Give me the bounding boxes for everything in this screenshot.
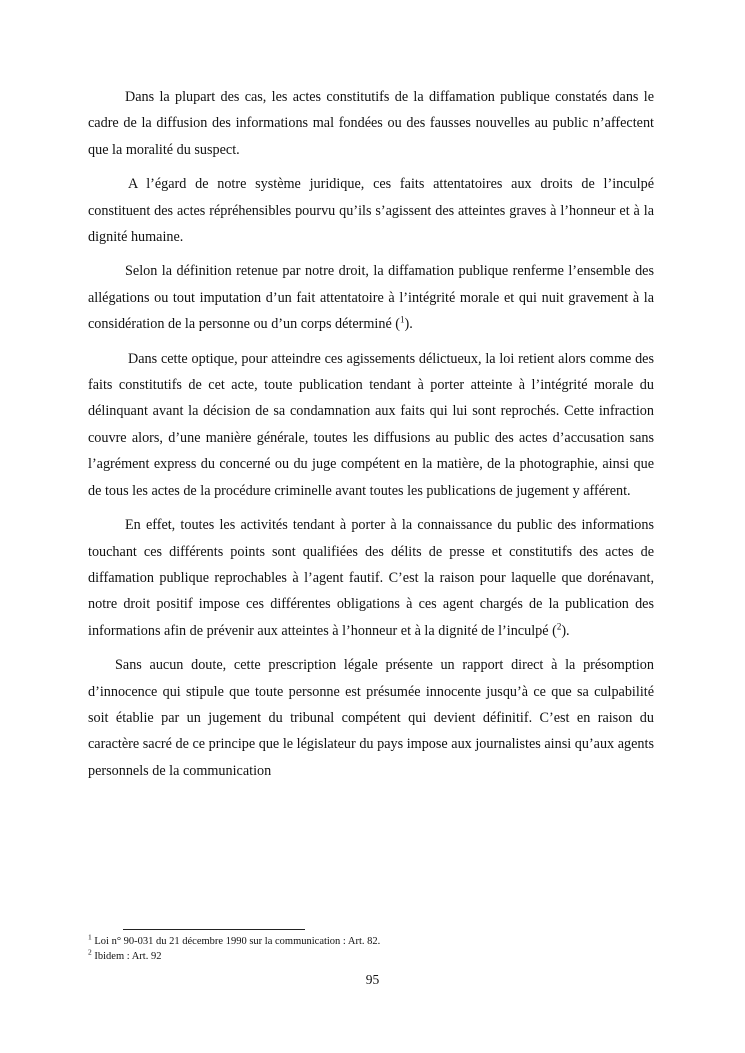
document-body: [88, 84, 654, 792]
paragraph-4-text: Dans cette optique, pour atteindre ces agissements délictueux, la loi retient alors comme des faits constitutifs de cet acte, toute publication tendant à porter atteinte à l’intégrité morale du délinquant avant la décision de sa condamnation aux faits qui lui sont reprochés. Cette infraction couvre alors, d’une manière générale, toutes les diffusions au public des actes d’accusation sans l’agrément express du concerné ou du juge compétent en la matière, de la photographie, ainsi que de tous les actes de la procédure criminelle avant toutes les publications de jugement y afférent.: [88, 350, 654, 499]
footnote-1-number: 1: [88, 932, 92, 942]
paragraph-2: [88, 171, 654, 250]
paragraph-6-text: Sans aucun doute, cette prescription légale présente un rapport direct à la présomption d’innocence qui stipule que toute personne est présumée innocente jusqu’à ce que sa culpabilité soit établie par un jugement du tribunal compétent qui devient définitif. C’est en raison du caractère sacré de ce principe que le législateur du pays impose aux journalistes ainsi qu’aux agents personnels de la communication: [88, 657, 654, 779]
paragraph-5: [88, 512, 654, 644]
paragraph-5-text: En effet, toutes les activités tendant à porter à la connaissance du public des informations touchant ces différents points sont qualifiées des délits de presse et constitutifs des actes de diffamation publique reprochables à l’agent fautif. C’est la raison pour laquelle que dorénavant, notre droit positif impose ces différentes obligations à ces agent chargés de la publication des informations afin de prévenir aux atteintes à l’honneur et à la dignité de l’inculpé (: [88, 517, 654, 639]
paragraph-3-text: Selon la définition retenue par notre droit, la diffamation publique renferme l’ensemble des allégations ou tout imputation d’un fait attentatoire à l’intégrité morale et qui nuit gravement à la considération de la personne ou d’un corps déterminé (: [88, 263, 654, 333]
footnote-separator: [123, 929, 305, 930]
paragraph-1: [88, 84, 654, 163]
footnote-2: [88, 947, 654, 965]
paragraph-1-text: Dans la plupart des cas, les actes constitutifs de la diffamation publique constatés dans le cadre de la diffusion des informations mal fondées ou des fausses nouvelles au public n’affectent que la moralité du suspect.: [88, 89, 654, 158]
paragraph-5-closing: ).: [561, 622, 570, 639]
footnote-reference-1[interactable]: 1: [400, 314, 405, 325]
footnote-1: [88, 932, 654, 950]
footnote-reference-2[interactable]: 2: [556, 620, 562, 631]
paragraph-3-closing: ).: [404, 316, 413, 333]
paragraph-6: [88, 652, 654, 784]
footnote-1-text: Loi n° 90-031 du 21 décembre 1990 sur la communication : Art. 82.: [94, 936, 381, 947]
footnote-2-number: 2: [88, 947, 92, 956]
footnote-2-text: Ibidem : Art. 92: [94, 950, 162, 962]
paragraph-4: [88, 346, 654, 504]
paragraph-2-text: A l’égard de notre système juridique, ces faits attentatoires aux droits de l’inculpé constituent des actes répréhensibles pourvu qu’ils s’agissent des atteintes graves à l’honneur et à la dignité humaine.: [88, 176, 654, 246]
paragraph-3: [88, 258, 654, 337]
footnotes: [88, 932, 654, 964]
page-number: 95: [365, 972, 380, 987]
